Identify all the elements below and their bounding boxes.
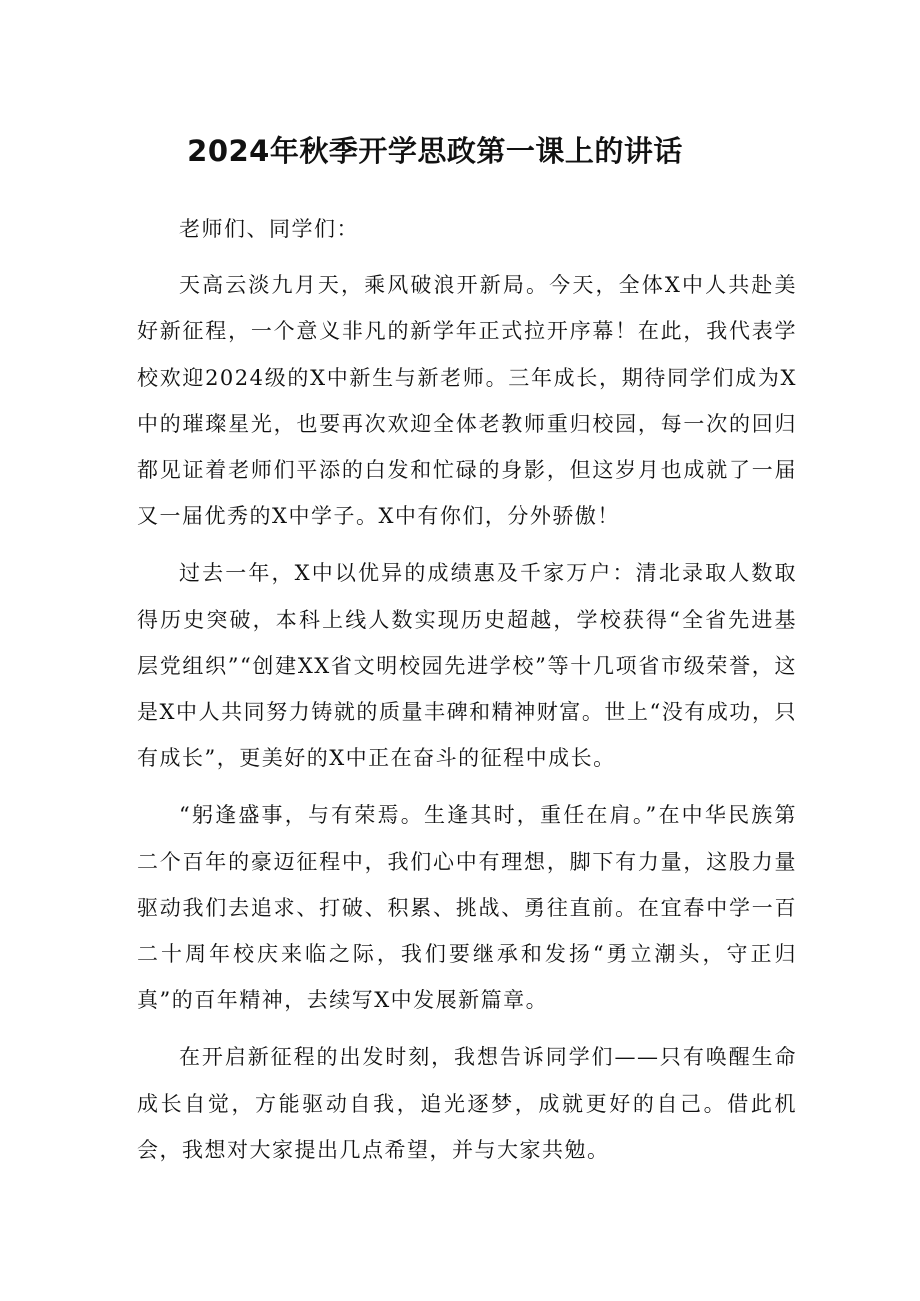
paragraph-4: 在开启新征程的出发时刻，我想告诉同学们——只有唤醒生命成长自觉，方能驱动自我，追光逐梦，成就更好的自己。借此机会，我想对大家提出几点希望，并与大家共勉。: [137, 1045, 797, 1162]
document-body: [137, 206, 797, 1173]
paragraph-2: 过去一年，X中以优异的成绩惠及千家万户：清北录取人数取得历史突破，本科上线人数实现历史超越，学校获得“全省先进基层党组织”“创建XX省文明校园先进学校”等十几项省市级荣誉，这是X中人共同努力铸就的质量丰碑和精神财富。世上“没有成功，只有成长”，更美好的X中正在奋斗的征程中成长。: [137, 561, 797, 771]
paragraph-3: “躬逢盛事，与有荣焉。生逢其时，重任在肩。”在中华民族第二个百年的豪迈征程中，我们心中有理想，脚下有力量，这股力量驱动我们去追求、打破、积累、挑战、勇往直前。在宜春中学一百二十周年校庆来临之际，我们要继承和发扬“勇立潮头，守正归真”的百年精神，去续写X中发展新篇章。: [137, 803, 797, 1013]
salutation: 老师们、同学们：: [179, 217, 359, 241]
document-title: 2024年秋季开学思政第一课上的讲话: [187, 134, 683, 169]
paragraph-1: 天高云淡九月天，乘风破浪开新局。今天，全体X中人共赴美好新征程，一个意义非凡的新学年正式拉开序幕！在此，我代表学校欢迎2024级的X中新生与新老师。三年成长，期待同学们成为X中的璀璨星光，也要再次欢迎全体老教师重归校园，每一次的回归都见证着老师们平添的白发和忙碌的身影，但这岁月也成就了一届又一届优秀的X中学子。X中有你们，分外骄傲！: [137, 273, 797, 529]
